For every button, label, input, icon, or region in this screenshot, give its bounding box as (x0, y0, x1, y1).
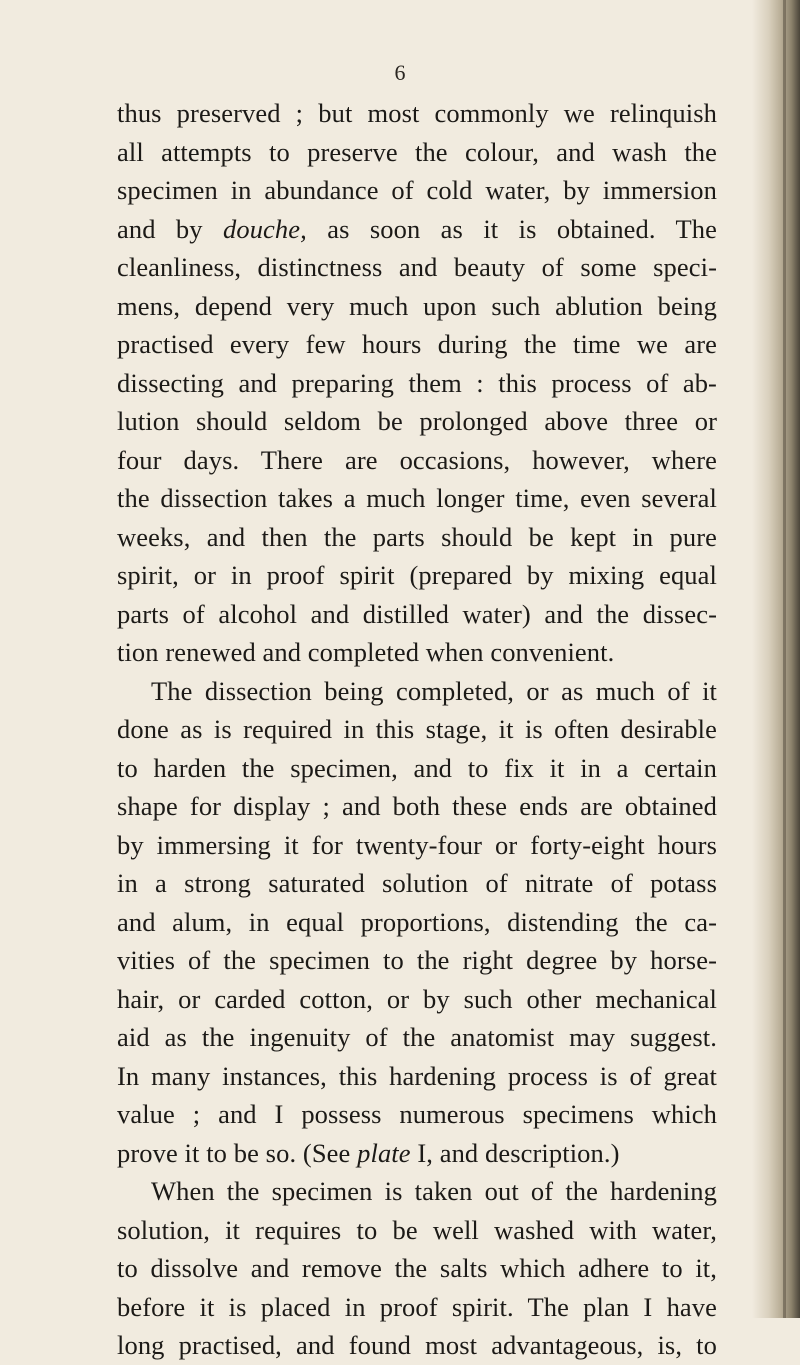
page-edge-line (783, 0, 786, 1318)
text-line: vities of the specimen to the right degree by horse- (117, 945, 717, 975)
text-line: The dissection being completed, or as much of it (151, 675, 717, 706)
text-line: the dissection takes a much longer time, even several (117, 483, 717, 513)
italic-term: plate (357, 1137, 411, 1168)
italic-term: douche, (223, 213, 307, 244)
text-line: aid as the ingenuity of the anatomist may suggest. (117, 1022, 717, 1052)
text-line: When the specimen is taken out of the hardening (151, 1176, 717, 1206)
text-line: value ; and I possess numerous specimens which (117, 1099, 717, 1129)
text-line: to harden the specimen, and to fix it in a certain (117, 752, 717, 783)
text-line: mens, depend very much upon such ablution being (117, 290, 717, 321)
text-line: and alum, in equal proportions, distending the ca- (117, 906, 717, 937)
text-line: parts of alcohol and distilled water) and the dissec- (117, 598, 717, 629)
text-line: done as is required in this stage, it is often desirable (117, 714, 717, 744)
page-number: 6 (394, 60, 406, 85)
page-edge-shadow (752, 0, 800, 1318)
text-line: long practised, and found most advantageous, is, to (117, 1330, 717, 1360)
text-line: thus preserved ; but most commonly we relinquish (117, 98, 717, 128)
text-line: practised every few hours during the time we are (117, 329, 717, 359)
text-line: solution, it requires to be well washed with water, (117, 1214, 717, 1245)
text-line: tion renewed and completed when convenient. (117, 637, 615, 667)
text-line: prove it to be so. (See plate I, and description.) (117, 1137, 620, 1168)
text-line: lution should seldom be prolonged above three or (117, 406, 717, 436)
text-line: In many instances, this hardening process is of great (117, 1060, 717, 1091)
text-line: and by douche, as soon as it is obtained. The (117, 213, 718, 244)
text-line: hair, or carded cotton, or by such other mechanical (117, 983, 717, 1014)
text-line: before it is placed in proof spirit. The plan I have (117, 1291, 717, 1322)
text-line: by immersing it for twenty-four or forty-eight hours (117, 829, 717, 860)
text-line: spirit, or in proof spirit (prepared by mixing equal (117, 560, 717, 590)
text-line: shape for display ; and both these ends are obtained (117, 791, 717, 821)
text-line: weeks, and then the parts should be kept in pure (117, 521, 717, 552)
text-line: four days. There are occasions, however, where (117, 444, 717, 475)
text-line: in a strong saturated solution of nitrate of potass (117, 868, 717, 898)
text-line: all attempts to preserve the colour, and wash the (117, 136, 717, 167)
body-text (117, 94, 717, 1365)
text-line: dissecting and preparing them : this process of ab- (117, 367, 717, 398)
text-line: specimen in abundance of cold water, by immersion (117, 175, 717, 205)
text-line: to dissolve and remove the salts which adhere to it, (117, 1253, 717, 1283)
text-line: cleanliness, distinctness and beauty of some speci- (117, 252, 717, 282)
